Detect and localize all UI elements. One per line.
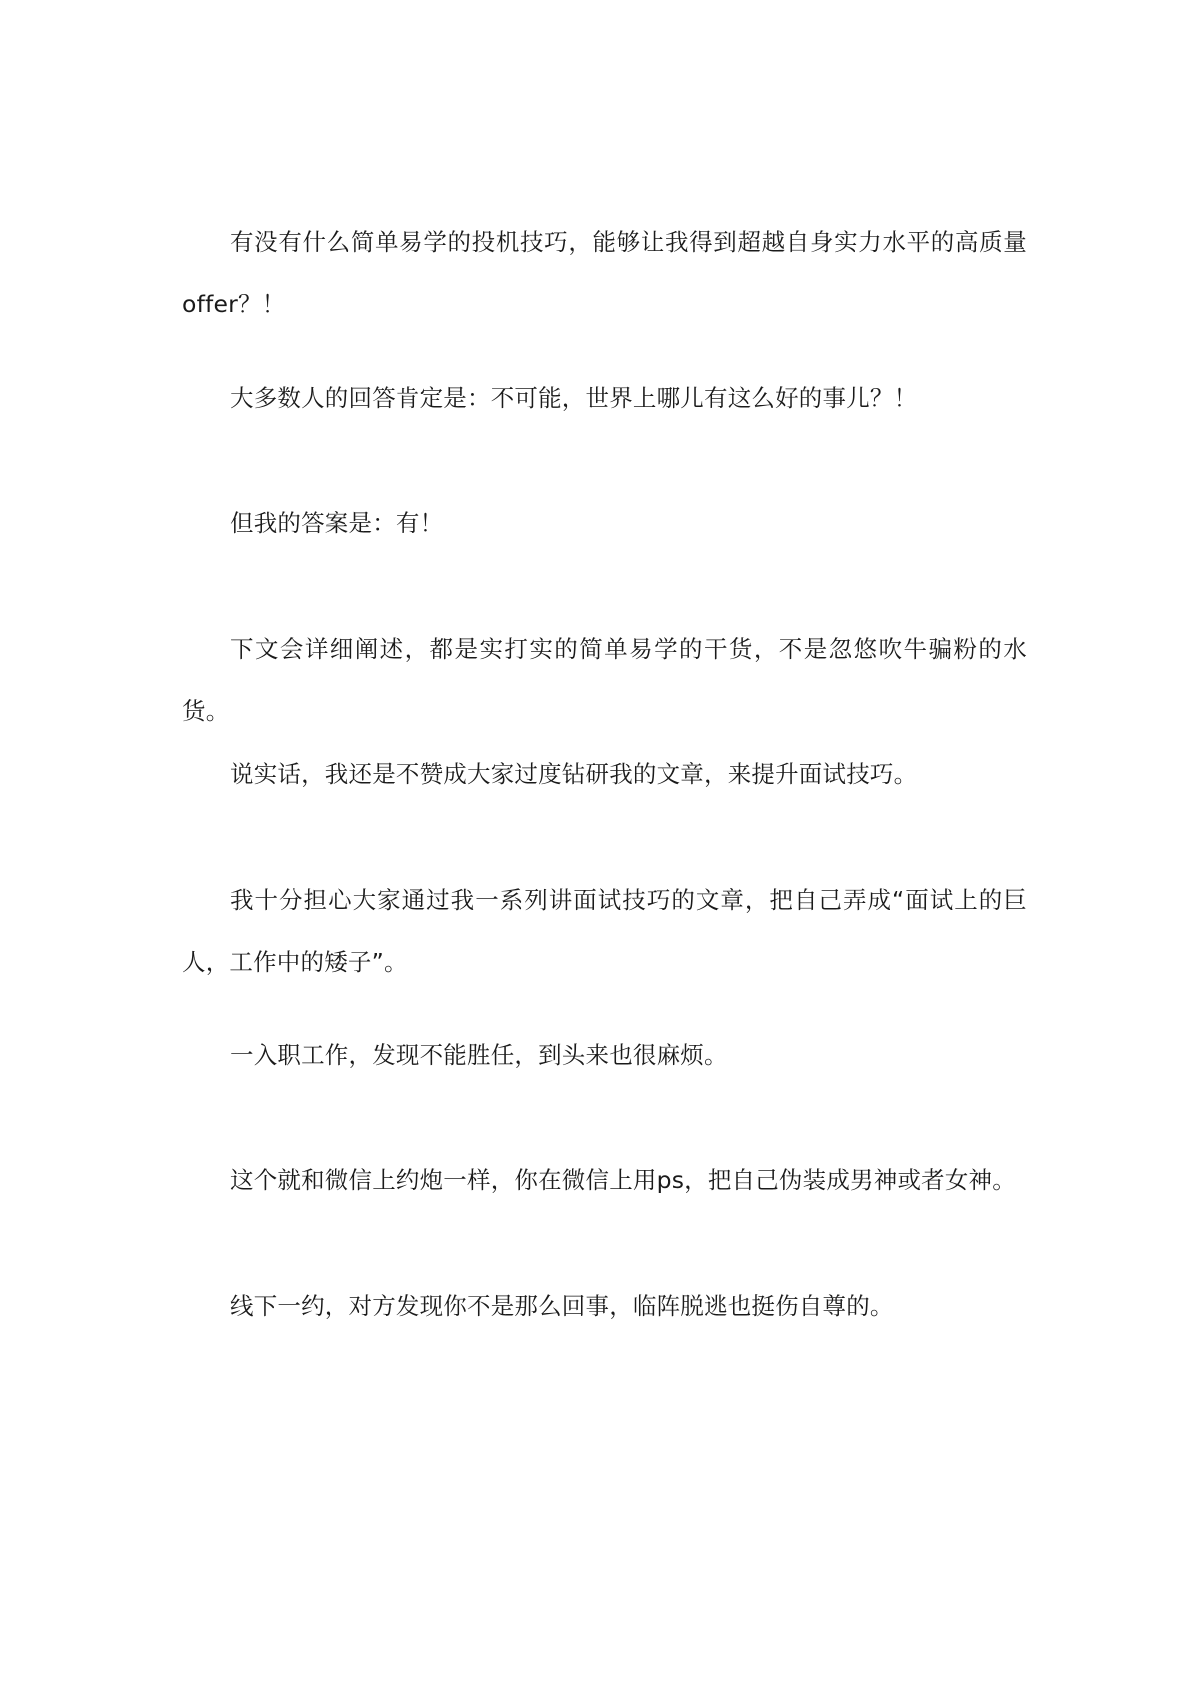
paragraph-8: 这个就和微信上约炮一样，你在微信上用ps，把自己伪装成男神或者女神。 (230, 1166, 1016, 1194)
paragraph-9: 线下一约，对方发现你不是那么回事，临阵脱逃也挺伤自尊的。 (230, 1292, 894, 1320)
paragraph-2: 大多数人的回答肯定是：不可能，世界上哪儿有这么好的事儿？！ (230, 384, 918, 412)
paragraph-3: 但我的答案是：有！ (230, 509, 444, 537)
paragraph-5: 说实话，我还是不赞成大家过度钻研我的文章，来提升面试技巧。 (230, 760, 918, 788)
paragraph-7: 一入职工作，发现不能胜任，到头来也很麻烦。 (230, 1041, 728, 1069)
paragraph-1: 有没有什么简单易学的投机技巧，能够让我得到超越自身实力水平的高质量offer？！ (182, 228, 1027, 318)
paragraph-6: 我十分担心大家通过我一系列讲面试技巧的文章，把自己弄成“面试上的巨人，工作中的矮子”。 (182, 886, 1027, 976)
paragraph-4: 下文会详细阐述，都是实打实的简单易学的干货，不是忽悠吹牛骗粉的水货。 (182, 635, 1027, 725)
